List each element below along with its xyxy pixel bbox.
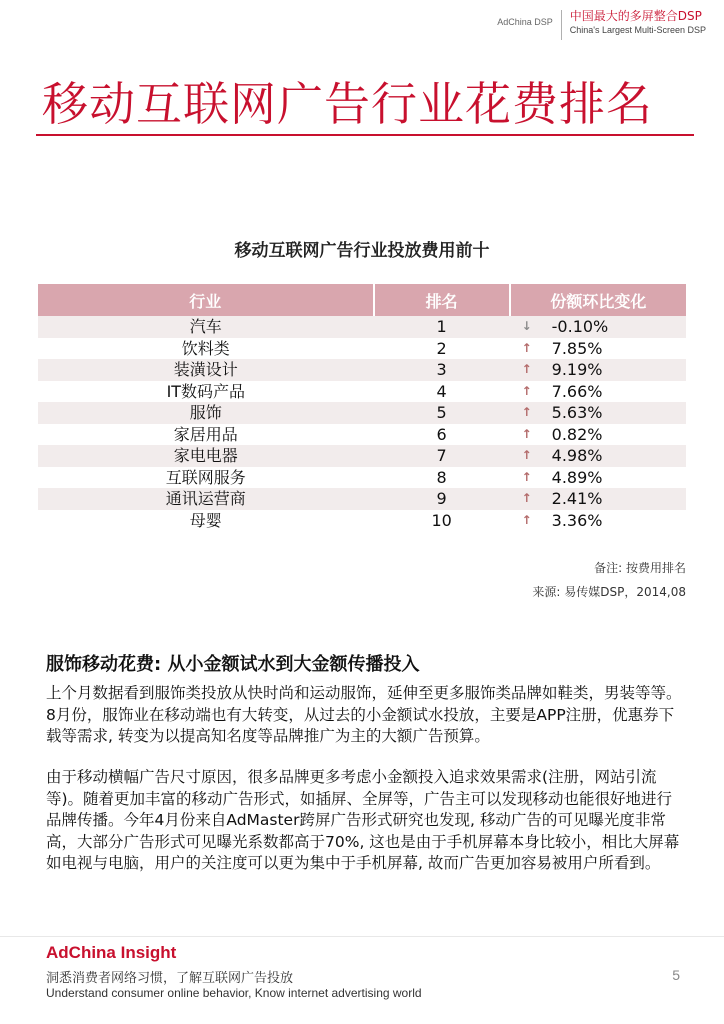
- table-row: [38, 402, 686, 424]
- rank-cell: 2: [374, 338, 510, 360]
- arrow-up-icon: ↑: [521, 340, 532, 355]
- arrow-up-icon: ↑: [521, 469, 532, 484]
- rank-cell: 3: [374, 359, 510, 381]
- rank-cell: 5: [374, 402, 510, 424]
- footer-divider: [0, 936, 724, 937]
- table-body: [38, 316, 686, 531]
- table-row: [38, 467, 686, 489]
- change-value: 3.36%: [551, 510, 603, 530]
- arrow-up-icon: ↑: [521, 491, 532, 505]
- table-row: [38, 510, 686, 532]
- column-header-industry: 行业: [38, 284, 374, 316]
- paragraph-2: 由于移动横幅广告尺寸原因，很多品牌更多考虑小金额投入追求效果需求(注册，网站引流等)。随着更加丰富的移动广告形式，如插屏、全屏等，广告主可以发现移动也能很好地进行品牌传播。今年4月份来自AdMaster跨屏广告形式研究也发现, 移动广告的可见曝光度非常高，大部分广告形式可见曝光系数都高于70%, 这也是由于手机屏幕本身比较小，相比大屏幕如电视与电脑，用户的关注度可以更为集中于手机屏幕, 故而广告更加容易被用户所看到。: [46, 768, 680, 872]
- ranking-table: [38, 284, 686, 531]
- section-heading: 服饰移动花费: 从小金额试水到大金额传播投入: [46, 654, 420, 675]
- change-value: 4.89%: [551, 467, 603, 487]
- industry-cell: 装潢设计: [38, 359, 374, 381]
- column-header-change: 份额环比变化: [510, 284, 686, 316]
- table-title: 移动互联网广告行业投放费用前十: [234, 241, 490, 261]
- change-value: 0.82%: [551, 424, 603, 444]
- change-cell: [510, 424, 686, 446]
- industry-cell: 互联网服务: [38, 467, 374, 489]
- rank-cell: 7: [374, 445, 510, 467]
- brand-tagline-cn: 中国最大的多屏整合DSP: [569, 9, 702, 23]
- change-cell: [510, 488, 686, 510]
- rank-cell: 10: [374, 510, 510, 532]
- table-row: [38, 338, 686, 360]
- table-note: 备注: 按费用排名: [594, 561, 686, 575]
- brand-left-text: AdChina DSP: [497, 17, 553, 27]
- footer-subtitle-cn: 洞悉消费者网络习惯，了解互联网广告投放: [46, 971, 294, 986]
- change-cell: [510, 510, 686, 532]
- industry-cell: 通讯运营商: [38, 488, 374, 510]
- rank-cell: 8: [374, 467, 510, 489]
- paragraph-1: 上个月数据看到服饰类投放从快时尚和运动服饰，延伸至更多服饰类品牌如鞋类，男装等等。8月份，服饰业在移动端也有大转变，从过去的小金额试水投放，主要是APP注册，优惠券下载等需求, 转变为以提高知名度等品牌推广为主的大额广告预算。: [46, 684, 682, 745]
- change-cell: [510, 316, 686, 338]
- industry-cell: 母婴: [38, 510, 374, 532]
- column-header-rank: 排名: [374, 284, 510, 316]
- industry-cell: 家居用品: [38, 424, 374, 446]
- footer-subtitle-en: Understand consumer online behavior, Know internet advertising world: [46, 986, 422, 1000]
- title-divider: [36, 134, 694, 136]
- change-cell: [510, 467, 686, 489]
- change-value: 5.63%: [551, 403, 603, 422]
- page-title: 移动互联网广告行业花费排名: [42, 77, 653, 131]
- footer-title: AdChina Insight: [46, 943, 177, 962]
- table-row: [38, 445, 686, 467]
- arrow-up-icon: ↑: [521, 512, 532, 527]
- rank-cell: 1: [374, 316, 510, 338]
- arrow-up-icon: ↑: [521, 448, 532, 462]
- rank-cell: 6: [374, 424, 510, 446]
- arrow-up-icon: ↑: [521, 426, 532, 441]
- page-number: 5: [672, 967, 680, 983]
- table-source: 来源: 易传媒DSP，2014,08: [532, 585, 686, 599]
- brand-tagline-en: China's Largest Multi-Screen DSP: [569, 25, 706, 35]
- arrow-up-icon: ↑: [521, 405, 532, 419]
- rank-cell: 9: [374, 488, 510, 510]
- rank-cell: 4: [374, 381, 510, 403]
- change-value: 9.19%: [551, 360, 603, 379]
- table-row: [38, 424, 686, 446]
- change-cell: [510, 338, 686, 360]
- change-cell: [510, 402, 686, 424]
- table-row: [38, 316, 686, 338]
- arrow-up-icon: ↑: [521, 383, 532, 398]
- brand-tagline: [570, 8, 706, 36]
- change-value: 7.85%: [551, 338, 603, 358]
- industry-cell: IT数码产品: [38, 381, 374, 403]
- header-brand: [497, 8, 706, 44]
- table-notes: [532, 556, 686, 604]
- arrow-down-icon: ↓: [521, 319, 532, 333]
- industry-cell: 服饰: [38, 402, 374, 424]
- change-value: 4.98%: [551, 446, 603, 465]
- table-row: [38, 359, 686, 381]
- table-row: [38, 381, 686, 403]
- brand-divider: [561, 10, 562, 40]
- table-row: [38, 488, 686, 510]
- change-value: 7.66%: [551, 381, 603, 401]
- industry-cell: 饮料类: [38, 338, 374, 360]
- change-cell: [510, 445, 686, 467]
- change-cell: [510, 381, 686, 403]
- arrow-up-icon: ↑: [521, 362, 532, 376]
- industry-cell: 汽车: [38, 316, 374, 338]
- change-cell: [510, 359, 686, 381]
- table-header-row: [38, 284, 686, 316]
- industry-cell: 家电电器: [38, 445, 374, 467]
- change-value: 2.41%: [551, 489, 603, 508]
- change-value: -0.10%: [551, 317, 609, 336]
